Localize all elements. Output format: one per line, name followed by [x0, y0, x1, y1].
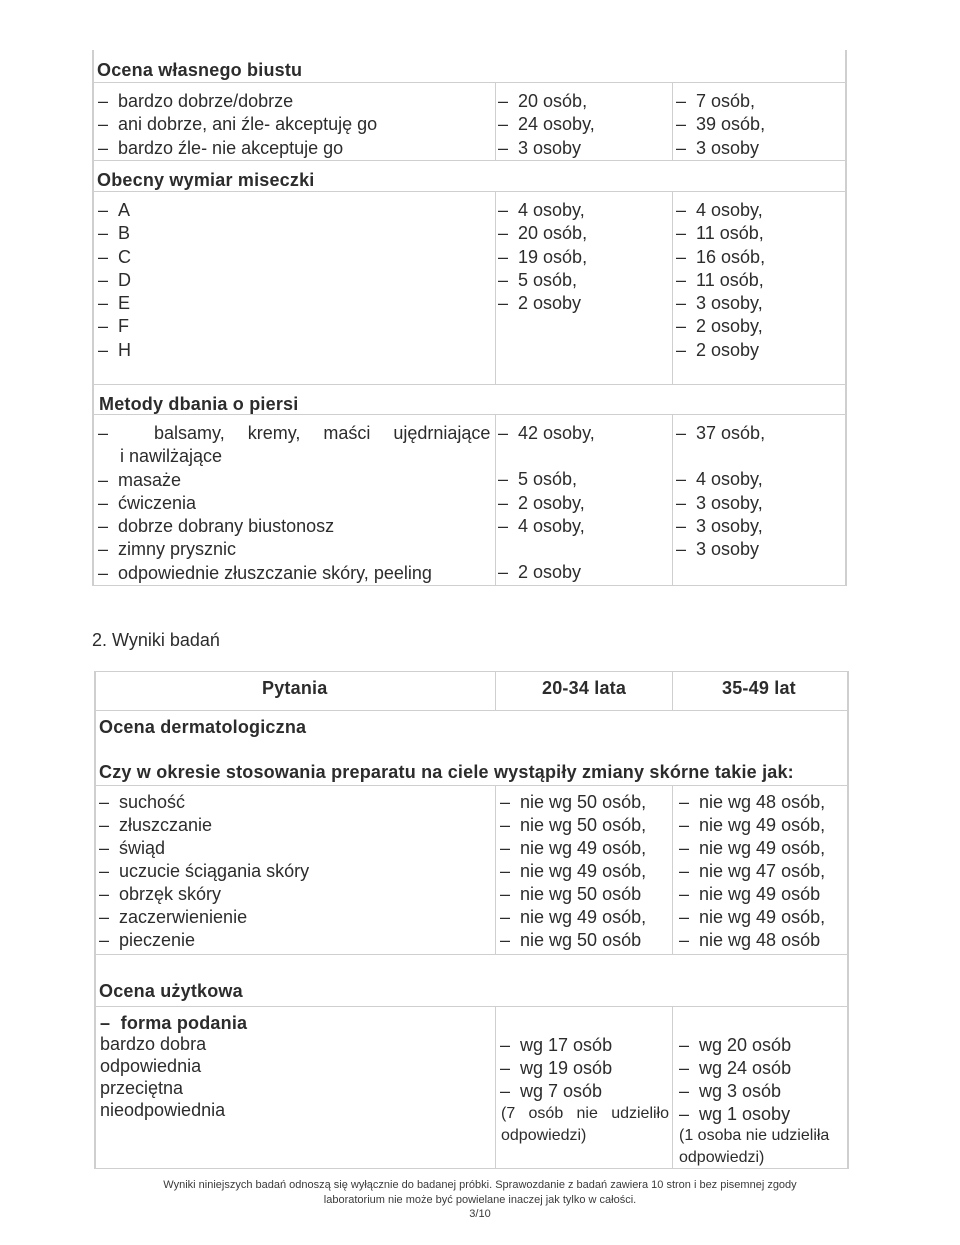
value-cell: – 3 osoby — [676, 538, 765, 561]
value-cell: – 20 osób, — [498, 90, 595, 113]
value-cell: – wg 7 osób — [500, 1080, 612, 1103]
derm-labels — [99, 791, 309, 952]
list-item: odpowiednia — [100, 1056, 202, 1076]
list-item: nieodpowiednia — [100, 1100, 226, 1120]
list-item: – dobrze dobrany biustonosz — [98, 515, 490, 538]
value-cell: – 11 osób, — [676, 269, 765, 292]
list-item: – D — [98, 269, 131, 292]
value-cell: – 16 osób, — [676, 246, 765, 269]
value-cell: – 11 osób, — [676, 222, 765, 245]
list-item: – B — [98, 222, 131, 245]
list-item: – uczucie ściągania skóry — [99, 860, 309, 883]
value-cell: – 4 osoby, — [676, 468, 765, 491]
value-cell: – nie wg 49 osób, — [679, 814, 825, 837]
list-item: – H — [98, 339, 131, 362]
footer — [80, 1178, 880, 1222]
value-cell: – 24 osoby, — [498, 113, 595, 136]
list-item: – złuszczanie — [99, 814, 309, 837]
value-cell: – 3 osoby, — [676, 515, 765, 538]
value-cell: – 4 osoby, — [498, 199, 587, 222]
list-item: – A — [98, 199, 131, 222]
value-cell: – 2 osoby — [676, 339, 765, 362]
value-cell: – 3 osoby, — [676, 292, 765, 315]
list-item-continuation: i nawilżające — [120, 446, 223, 467]
section-heading-care-methods: Metody dbania o piersi — [99, 394, 299, 414]
value-cell: – nie wg 50 osób — [500, 929, 646, 952]
value-cell: – nie wg 49 osób, — [500, 906, 646, 929]
section-heading-usability: Ocena użytkowa — [99, 981, 243, 1001]
value-cell: – nie wg 50 osób — [500, 883, 646, 906]
usability-group2-note: (1 osoba nie udzieliła odpowiedzi) — [679, 1127, 830, 1166]
value-cell: – 7 osób, — [676, 90, 765, 113]
list-item: – E — [98, 292, 131, 315]
sub-heading-form: – forma podania — [100, 1013, 247, 1034]
list-item: bardzo dobra — [100, 1034, 207, 1054]
value-cell: – nie wg 49 osób, — [500, 837, 646, 860]
value-cell: – 19 osób, — [498, 246, 587, 269]
value-cell: – wg 19 osób — [500, 1057, 612, 1080]
value-cell: – 3 osoby — [498, 137, 595, 160]
value-cell: – 2 osoby, — [676, 315, 765, 338]
value-cell: – wg 20 osób — [679, 1034, 791, 1057]
value-cell: – 4 osoby, — [498, 515, 595, 538]
value-cell: – 2 osoby — [498, 561, 595, 584]
list-item: – odpowiednie złuszczanie skóry, peeling — [98, 562, 490, 585]
column-header-group1: 20-34 lata — [542, 678, 627, 698]
section-title: 2. Wyniki badań — [92, 630, 220, 650]
column-header-group2: 35-49 lat — [722, 678, 796, 698]
list-item: – C — [98, 246, 131, 269]
value-cell: – 42 osoby, — [498, 422, 595, 445]
section-heading-cup-size: Obecny wymiar miseczki — [97, 170, 315, 190]
question-text: Czy w okresie stosowania preparatu na ciele wystąpiły zmiany skórne takie jak: — [99, 762, 794, 782]
cup-size-group2 — [676, 199, 765, 362]
value-cell: – nie wg 49 osób — [679, 883, 825, 906]
value-cell: – nie wg 49 osób, — [679, 906, 825, 929]
value-cell: – nie wg 50 osób, — [500, 791, 646, 814]
list-item: – masaże — [98, 469, 490, 492]
cup-size-labels — [98, 199, 131, 362]
footer-line-2: laboratorium nie może być powielane inaczej jak tylko w całości. — [323, 1193, 637, 1206]
value-cell: – 20 osób, — [498, 222, 587, 245]
list-item: – F — [98, 315, 131, 338]
self-assessment-group1 — [498, 90, 595, 160]
value-cell: – 3 osoby, — [676, 492, 765, 515]
cup-size-group1 — [498, 199, 587, 315]
usability-group1-note: (7 osób nie udzieliło odpowiedzi) — [501, 1105, 669, 1144]
value-cell: – 37 osób, — [676, 422, 765, 445]
list-item: – pieczenie — [99, 929, 309, 952]
list-item: – bardzo źle- nie akceptuje go — [98, 137, 377, 160]
value-cell: – nie wg 48 osób, — [679, 791, 825, 814]
value-cell: – wg 1 osoby — [679, 1103, 791, 1126]
self-assessment-group2 — [676, 90, 765, 160]
section-heading-dermatological: Ocena dermatologiczna — [99, 717, 307, 737]
value-cell: – nie wg 50 osób, — [500, 814, 646, 837]
value-cell: – 4 osoby, — [676, 199, 765, 222]
value-cell: – 5 osób, — [498, 468, 595, 491]
care-methods-group1 — [498, 422, 595, 584]
list-item: – zimny prysznic — [98, 538, 490, 561]
usability-labels — [100, 1034, 225, 1122]
derm-group2 — [679, 791, 825, 952]
value-cell: – 5 osób, — [498, 269, 587, 292]
value-cell: – 39 osób, — [676, 113, 765, 136]
list-item: – suchość — [99, 791, 309, 814]
usability-group2 — [679, 1034, 791, 1126]
value-cell: – wg 24 osób — [679, 1057, 791, 1080]
list-item: – balsamy, kremy, maści ujędrniające — [98, 422, 490, 445]
care-methods-labels — [98, 422, 490, 585]
value-cell: – wg 17 osób — [500, 1034, 612, 1057]
self-assessment-labels — [98, 90, 377, 160]
value-cell: – 3 osoby — [676, 137, 765, 160]
value-cell: – wg 3 osób — [679, 1080, 791, 1103]
list-item: – bardzo dobrze/dobrze — [98, 90, 377, 113]
list-item: – ani dobrze, ani źle- akceptuję go — [98, 113, 377, 136]
derm-group1 — [500, 791, 646, 952]
value-cell: – nie wg 47 osób, — [679, 860, 825, 883]
value-cell: – nie wg 49 osób, — [679, 837, 825, 860]
list-item: – ćwiczenia — [98, 492, 490, 515]
section-heading-self-assessment: Ocena własnego biustu — [97, 60, 303, 80]
list-item: – obrzęk skóry — [99, 883, 309, 906]
usability-group1 — [500, 1034, 612, 1103]
value-cell: – nie wg 49 osób, — [500, 860, 646, 883]
list-item: – zaczerwienienie — [99, 906, 309, 929]
value-cell: – 2 osoby, — [498, 492, 595, 515]
page-number: 3/10 — [469, 1208, 491, 1220]
value-cell: – 2 osoby — [498, 292, 587, 315]
value-cell: – nie wg 48 osób — [679, 929, 825, 952]
care-methods-group2 — [676, 422, 765, 561]
column-header-questions: Pytania — [262, 678, 328, 698]
footer-line-1: Wyniki niniejszych badań odnoszą się wyłącznie do badanej próbki. Sprawozdanie z badań zawiera 10 stron i bez pisemnej zgody — [163, 1179, 797, 1191]
list-item: – świąd — [99, 837, 309, 860]
list-item: przeciętna — [100, 1078, 184, 1098]
